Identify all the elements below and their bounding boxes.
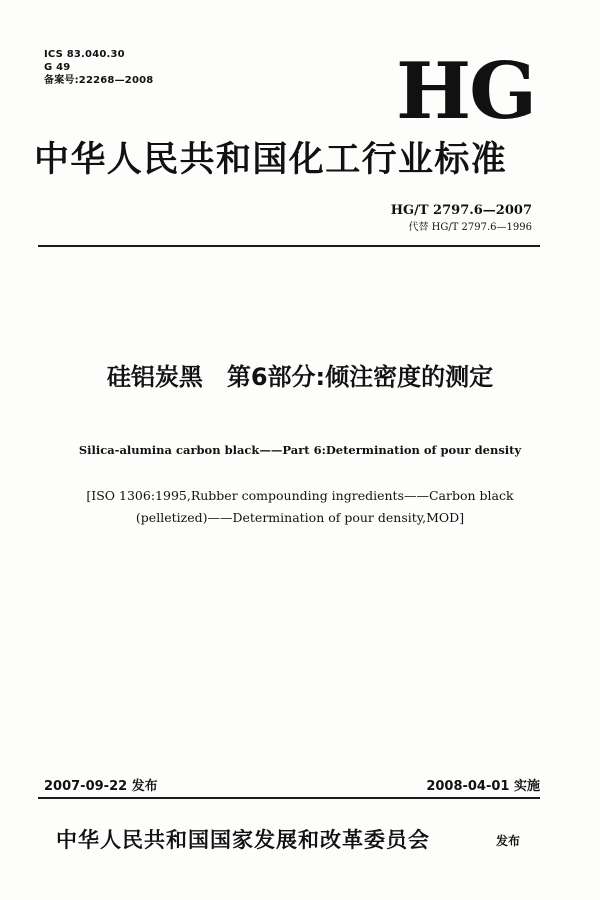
iso-reference bbox=[30, 485, 570, 529]
industry-standard-title: 中华人民共和国化工行业标准 bbox=[34, 139, 508, 180]
issuing-authority: 中华人民共和国国家发展和改革委员会 bbox=[56, 827, 430, 852]
classification-block bbox=[44, 48, 153, 87]
standard-number: HG/T 2797.6—2007 bbox=[390, 203, 532, 218]
document-title-english: Silica-alumina carbon black——Part 6:Determination of pour density bbox=[78, 443, 522, 457]
issue-date: 2007-09-22 发布 bbox=[44, 779, 158, 794]
footer-divider bbox=[38, 797, 540, 799]
issuing-authority-suffix: 发布 bbox=[496, 834, 521, 848]
iso-reference-line-2: (pelletized)——Determination of pour density,MOD] bbox=[135, 510, 465, 525]
hg-logo: HG bbox=[396, 46, 536, 137]
iso-reference-line-1: [ISO 1306:1995,Rubber compounding ingredients——Carbon black bbox=[86, 488, 514, 503]
document-title-chinese: 硅铝炭黑 第6部分:倾注密度的测定 bbox=[106, 363, 494, 391]
header-divider bbox=[38, 245, 540, 247]
replaces-standard: 代替 HG/T 2797.6—1996 bbox=[408, 222, 532, 233]
ics-code: ICS 83.040.30 bbox=[44, 49, 125, 60]
filing-number: 备案号:22268—2008 bbox=[44, 75, 154, 86]
category-code: G 49 bbox=[44, 62, 71, 73]
implementation-date: 2008-04-01 实施 bbox=[426, 779, 540, 794]
